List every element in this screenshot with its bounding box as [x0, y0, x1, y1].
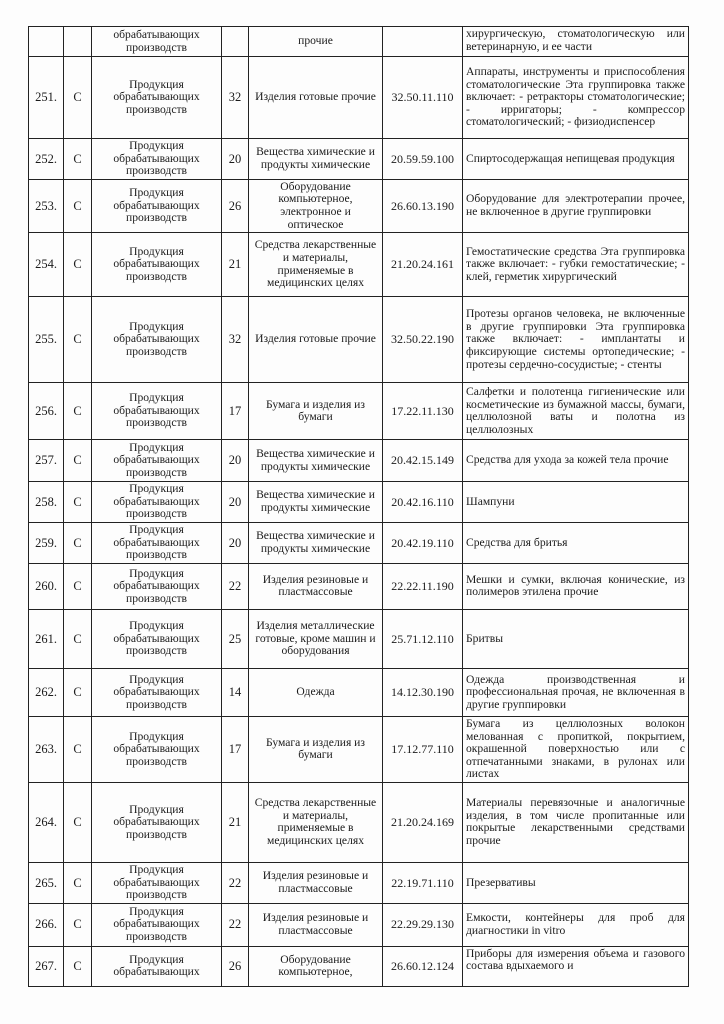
okpd-code: 32.50.11.110	[383, 57, 463, 139]
table-row	[29, 862, 689, 903]
table-row	[29, 609, 689, 668]
product-group: прочие	[249, 27, 383, 57]
product-group: Изделия резиновые и пластмассовые	[249, 862, 383, 903]
product-description: Аппараты, инструменты и приспособления стоматологические Эта группировка также включает: - ретракторы стоматологические; - ирригаторы; - компрессор стоматологический; - физиодиспенсер	[463, 57, 689, 139]
product-category: Продукция обрабатывающих	[92, 946, 222, 986]
row-number: 255.	[29, 297, 64, 383]
product-description: Презервативы	[463, 862, 689, 903]
product-description: Гемостатические средства Эта группировка также включает: - губки гемостатические; - клей, герметик хирургический	[463, 233, 689, 297]
product-description: Оборудование для электротерапии прочее, не включенное в другие группировки	[463, 179, 689, 232]
row-number: 259.	[29, 522, 64, 563]
product-description: Протезы органов человека, не включенные в другие группировки Эта группировка также включает: - имплантаты и фиксирующие системы ортопедические; - протезы сердечно-сосудистые; - стенты	[463, 297, 689, 383]
product-category: Продукция обрабатывающих производств	[92, 383, 222, 440]
okpd-class-code: 20	[222, 522, 249, 563]
product-description: Салфетки и полотенца гигиенические или косметические из бумажной массы, бумаги, целлюлозной ваты и полотна из целлюлозных	[463, 383, 689, 440]
row-number	[29, 27, 64, 57]
product-category: обрабатывающих производств	[92, 27, 222, 57]
product-description: Одежда производственная и профессиональная прочая, не включенная в другие группировки	[463, 668, 689, 716]
row-number: 257.	[29, 440, 64, 482]
okpd-class-code: 32	[222, 297, 249, 383]
product-description: Бумага из целлюлозных волокон мелованная с пропиткой, покрытием, окрашенной поверхностью или с отпечатанными знаками, в рулонах или листах	[463, 716, 689, 782]
okpd-class-code: 21	[222, 233, 249, 297]
product-category: Продукция обрабатывающих производств	[92, 782, 222, 862]
table-row	[29, 522, 689, 563]
table-row	[29, 946, 689, 986]
product-category: Продукция обрабатывающих производств	[92, 139, 222, 180]
product-description: Мешки и сумки, включая конические, из полимеров этилена прочие	[463, 563, 689, 609]
section-code: С	[64, 946, 92, 986]
section-code: С	[64, 716, 92, 782]
okpd-code	[383, 27, 463, 57]
okpd-class-code: 17	[222, 383, 249, 440]
section-code: С	[64, 233, 92, 297]
section-code: С	[64, 609, 92, 668]
section-code: С	[64, 522, 92, 563]
section-code: С	[64, 782, 92, 862]
okpd-code: 20.42.19.110	[383, 522, 463, 563]
product-category: Продукция обрабатывающих производств	[92, 563, 222, 609]
row-number: 262.	[29, 668, 64, 716]
section-code: С	[64, 668, 92, 716]
continued-row	[29, 27, 689, 57]
okpd-class-code: 14	[222, 668, 249, 716]
product-description: Емкости, контейнеры для проб для диагностики in vitro	[463, 903, 689, 946]
table-row	[29, 782, 689, 862]
product-group: Бумага и изделия из бумаги	[249, 716, 383, 782]
product-description: Средства для бритья	[463, 522, 689, 563]
product-group: Бумага и изделия из бумаги	[249, 383, 383, 440]
okpd-class-code: 22	[222, 862, 249, 903]
row-number: 251.	[29, 57, 64, 139]
okpd-class-code: 25	[222, 609, 249, 668]
product-group: Средства лекарственные и материалы, применяемые в медицинских целях	[249, 782, 383, 862]
okpd-code: 17.12.77.110	[383, 716, 463, 782]
table-row	[29, 903, 689, 946]
okpd-code: 26.60.13.190	[383, 179, 463, 232]
okpd-code: 20.42.16.110	[383, 482, 463, 523]
product-group: Изделия готовые прочие	[249, 297, 383, 383]
row-number: 266.	[29, 903, 64, 946]
okpd-code: 25.71.12.110	[383, 609, 463, 668]
row-number: 260.	[29, 563, 64, 609]
okpd-code: 21.20.24.169	[383, 782, 463, 862]
product-group: Вещества химические и продукты химические	[249, 139, 383, 180]
section-code: С	[64, 903, 92, 946]
product-category: Продукция обрабатывающих производств	[92, 233, 222, 297]
okpd-code: 17.22.11.130	[383, 383, 463, 440]
row-number: 261.	[29, 609, 64, 668]
section-code	[64, 27, 92, 57]
table-row	[29, 482, 689, 523]
section-code: С	[64, 482, 92, 523]
product-category: Продукция обрабатывающих производств	[92, 862, 222, 903]
table-row	[29, 139, 689, 180]
table-row	[29, 297, 689, 383]
okpd-code: 26.60.12.124	[383, 946, 463, 986]
okpd-code: 22.19.71.110	[383, 862, 463, 903]
okpd-class-code: 20	[222, 139, 249, 180]
product-category: Продукция обрабатывающих производств	[92, 482, 222, 523]
row-number: 264.	[29, 782, 64, 862]
product-description: Шампуни	[463, 482, 689, 523]
section-code: С	[64, 440, 92, 482]
product-category: Продукция обрабатывающих производств	[92, 609, 222, 668]
row-number: 253.	[29, 179, 64, 232]
okpd-class-code: 17	[222, 716, 249, 782]
product-category: Продукция обрабатывающих производств	[92, 903, 222, 946]
product-description: хирургическую, стоматологическую или ветеринарную, и ее части	[463, 27, 689, 57]
product-description: Спиртосодержащая непищевая продукция	[463, 139, 689, 180]
product-group: Изделия резиновые и пластмассовые	[249, 903, 383, 946]
product-category: Продукция обрабатывающих производств	[92, 297, 222, 383]
product-category: Продукция обрабатывающих производств	[92, 57, 222, 139]
table-row	[29, 179, 689, 232]
product-description: Материалы перевязочные и аналогичные изделия, в том числе пропитанные или покрытые лекарственными средствами прочие	[463, 782, 689, 862]
okpd-code: 20.42.15.149	[383, 440, 463, 482]
row-number: 258.	[29, 482, 64, 523]
okpd-class-code: 22	[222, 563, 249, 609]
okpd-class-code: 26	[222, 946, 249, 986]
section-code: С	[64, 563, 92, 609]
section-code: С	[64, 862, 92, 903]
section-code: С	[64, 383, 92, 440]
section-code: С	[64, 57, 92, 139]
product-category: Продукция обрабатывающих производств	[92, 440, 222, 482]
product-description: Средства для ухода за кожей тела прочие	[463, 440, 689, 482]
okpd-code: 21.20.24.161	[383, 233, 463, 297]
product-group: Средства лекарственные и материалы, применяемые в медицинских целях	[249, 233, 383, 297]
table-row	[29, 440, 689, 482]
table-row	[29, 716, 689, 782]
section-code: С	[64, 139, 92, 180]
row-number: 254.	[29, 233, 64, 297]
table-row	[29, 563, 689, 609]
okpd-code: 14.12.30.190	[383, 668, 463, 716]
okpd-product-table	[28, 26, 689, 987]
product-category: Продукция обрабатывающих производств	[92, 716, 222, 782]
okpd-class-code: 21	[222, 782, 249, 862]
okpd-code: 22.22.11.190	[383, 563, 463, 609]
row-number: 265.	[29, 862, 64, 903]
okpd-class-code	[222, 27, 249, 57]
product-category: Продукция обрабатывающих производств	[92, 668, 222, 716]
row-number: 256.	[29, 383, 64, 440]
row-number: 263.	[29, 716, 64, 782]
okpd-code: 22.29.29.130	[383, 903, 463, 946]
okpd-code: 20.59.59.100	[383, 139, 463, 180]
table-row	[29, 57, 689, 139]
okpd-class-code: 26	[222, 179, 249, 232]
okpd-class-code: 32	[222, 57, 249, 139]
okpd-code: 32.50.22.190	[383, 297, 463, 383]
product-group: Оборудование компьютерное, электронное и оптическое	[249, 179, 383, 232]
product-group: Одежда	[249, 668, 383, 716]
product-group: Изделия металлические готовые, кроме машин и оборудования	[249, 609, 383, 668]
product-group: Вещества химические и продукты химические	[249, 522, 383, 563]
okpd-class-code: 22	[222, 903, 249, 946]
row-number: 252.	[29, 139, 64, 180]
okpd-class-code: 20	[222, 440, 249, 482]
section-code: С	[64, 297, 92, 383]
product-description: Бритвы	[463, 609, 689, 668]
product-group: Изделия резиновые и пластмассовые	[249, 563, 383, 609]
row-number: 267.	[29, 946, 64, 986]
okpd-class-code: 20	[222, 482, 249, 523]
table-row	[29, 383, 689, 440]
product-group: Вещества химические и продукты химические	[249, 440, 383, 482]
product-group: Вещества химические и продукты химические	[249, 482, 383, 523]
table-row	[29, 233, 689, 297]
table-row	[29, 668, 689, 716]
product-category: Продукция обрабатывающих производств	[92, 179, 222, 232]
product-category: Продукция обрабатывающих производств	[92, 522, 222, 563]
product-description: Приборы для измерения объема и газового состава вдыхаемого и	[463, 946, 689, 986]
product-group: Оборудование компьютерное,	[249, 946, 383, 986]
product-group: Изделия готовые прочие	[249, 57, 383, 139]
section-code: С	[64, 179, 92, 232]
